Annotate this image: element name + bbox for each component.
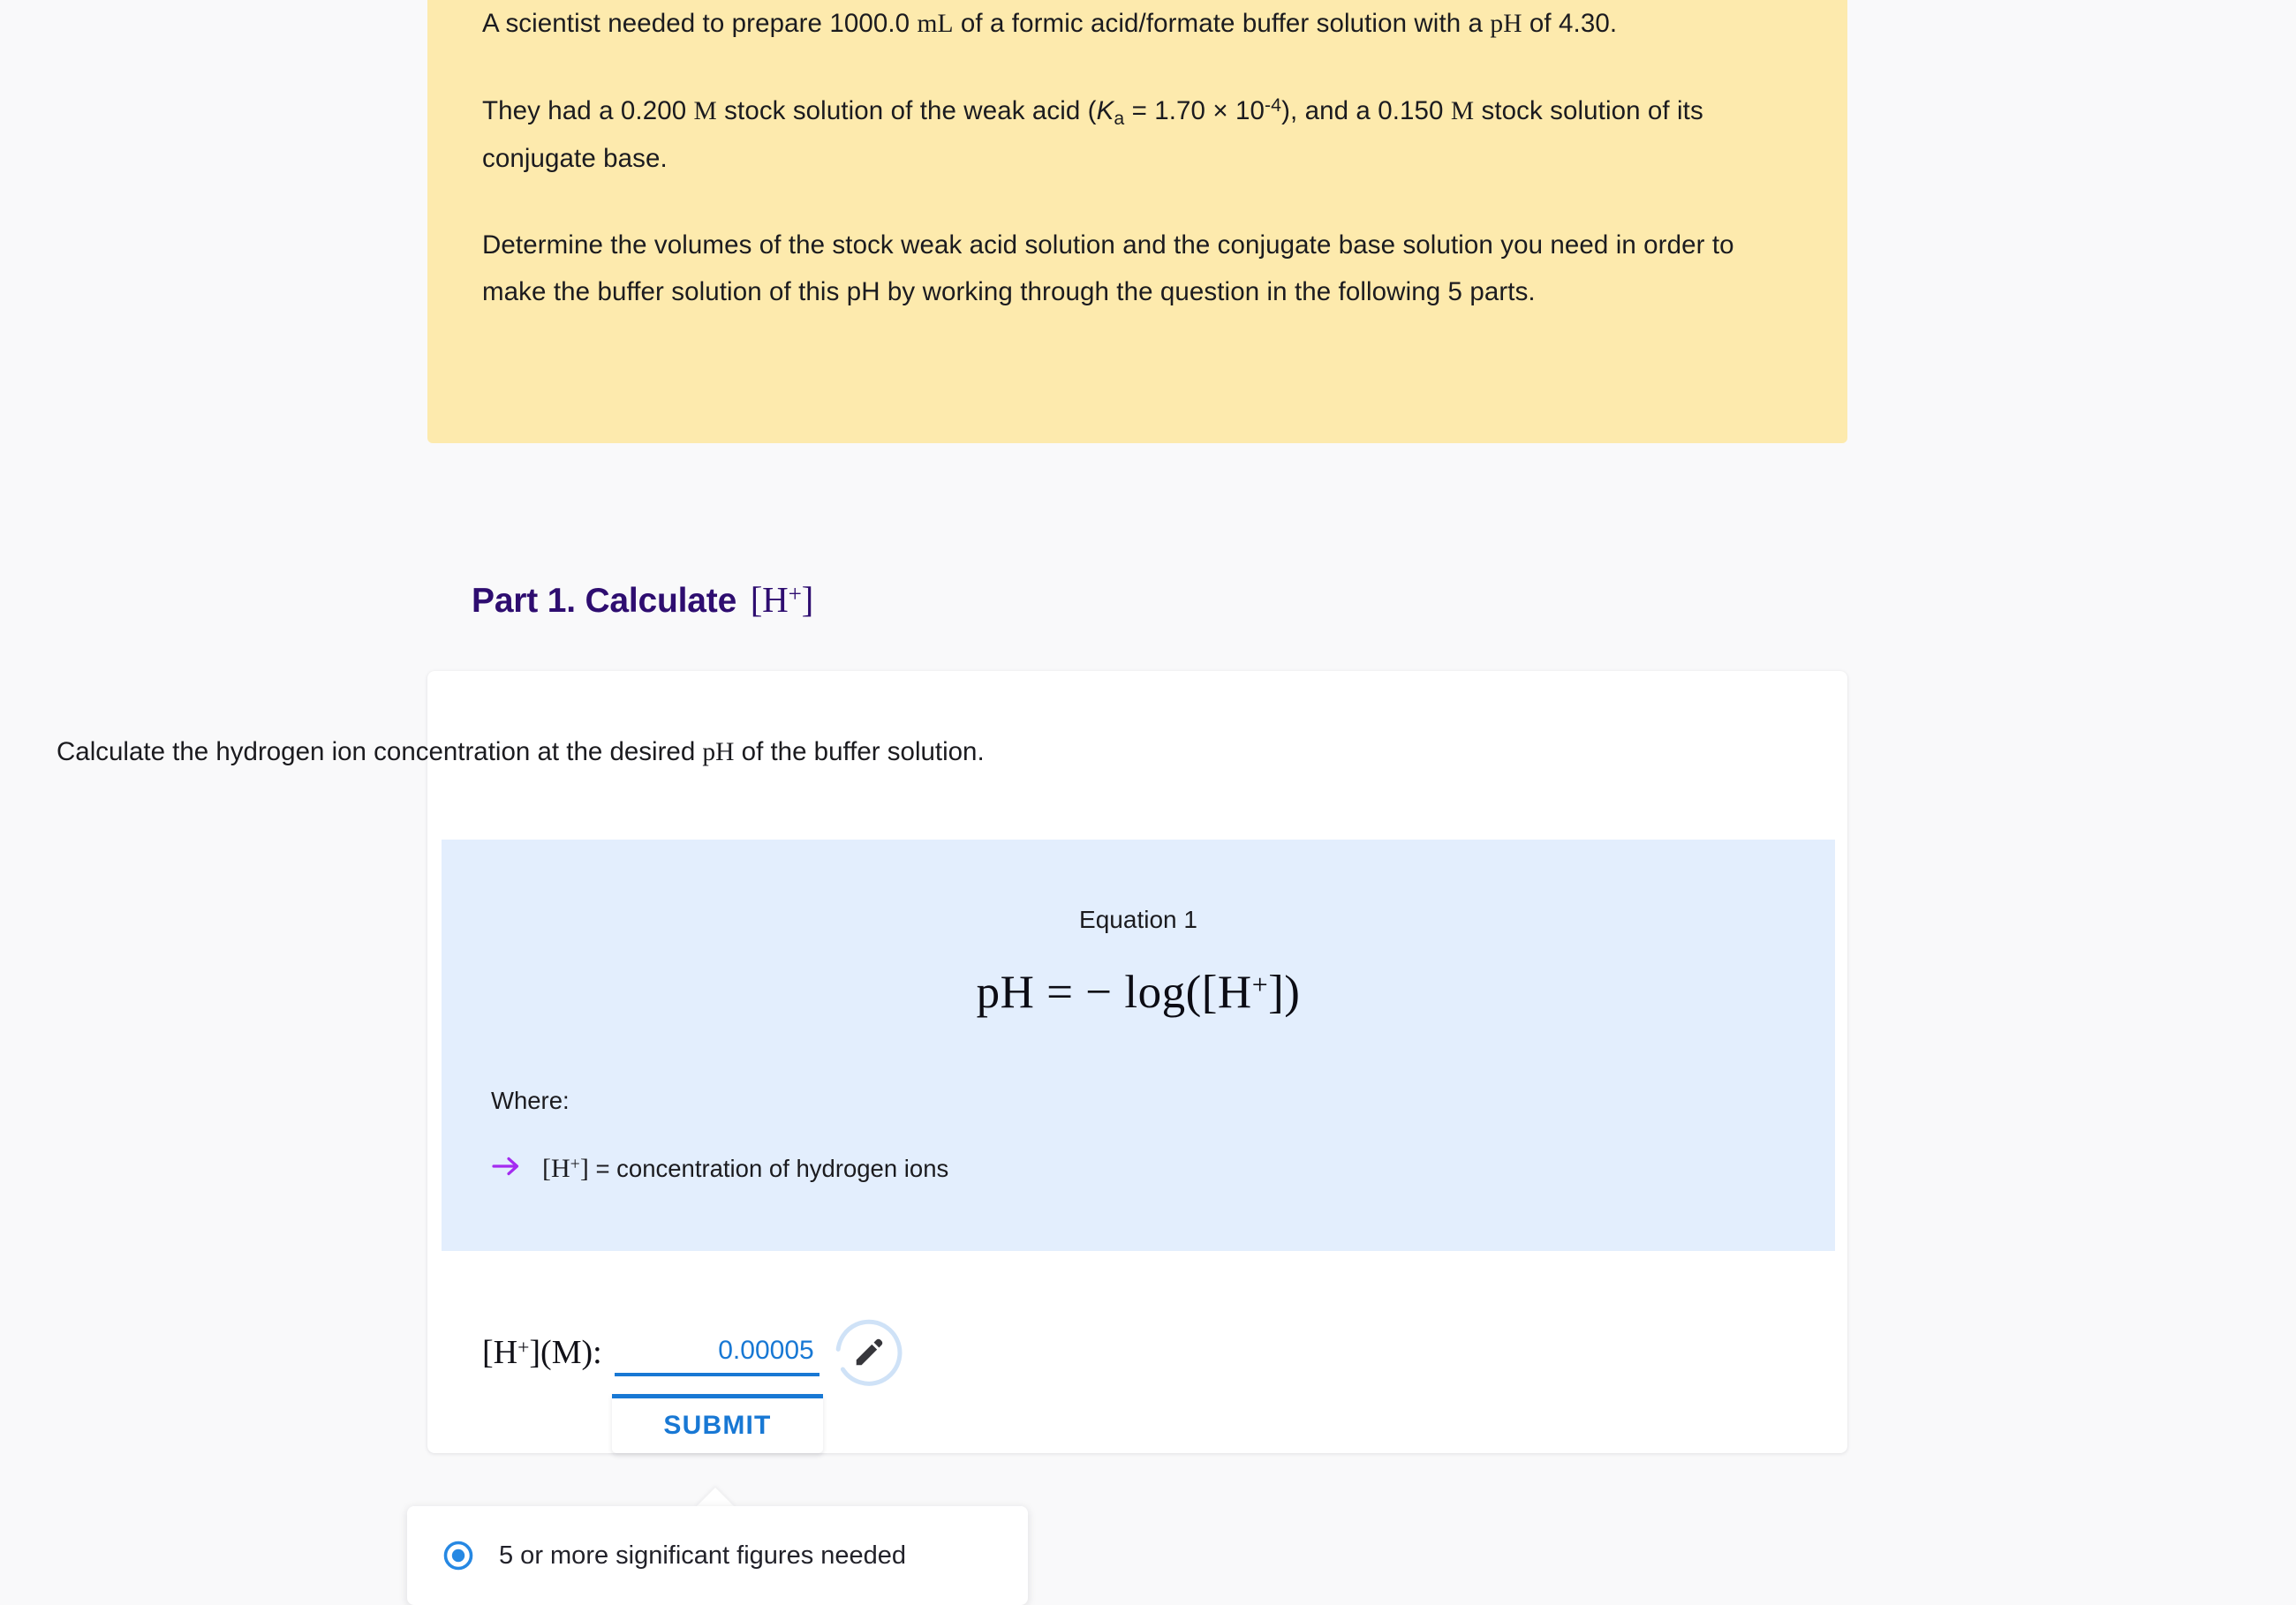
equation-block — [442, 840, 1835, 1251]
question-prompt-panel — [427, 0, 1847, 443]
prompt-paragraph-1 — [482, 0, 1793, 48]
answer-input-wrapper — [615, 1322, 819, 1383]
formula-equals: = — [1034, 967, 1086, 1018]
prompt-p1-unit-ml: mL — [917, 10, 954, 38]
prompt-p1-seg-a: A scientist needed to prepare 1000.0 — [482, 9, 918, 38]
answer-label-close: ](M): — [529, 1334, 602, 1371]
prompt-paragraph-2: They had a 0.200 M stock solution of the weak acid $(K_a = 1.70 \times 10^{-4})$, and a 0.150 M stock solution of its conjugate base. — [482, 94, 1703, 173]
formula-lhs: pH — [976, 967, 1035, 1018]
answer-row — [482, 1319, 903, 1386]
card-question-prefix: Calculate the hydrogen ion concentration at the desired — [57, 737, 703, 766]
prompt-p1-seg-b: of a formic acid/formate buffer solution with a — [953, 9, 1491, 38]
prompt-ka-base: 10 — [1235, 96, 1265, 125]
part-heading-charge: + — [788, 580, 802, 607]
part-heading-bracket-open: [H — [750, 579, 789, 620]
prompt-ka-exponent: -4 — [1265, 94, 1282, 117]
prompt-p1-seg-c: of 4.30. — [1522, 9, 1618, 38]
hydrogen-concentration-input[interactable] — [615, 1336, 819, 1376]
part-heading-bracket-close: ] — [801, 579, 814, 620]
edit-answer-button[interactable] — [835, 1319, 903, 1386]
equation-title: Equation 1 — [1079, 906, 1197, 933]
equation-formula — [442, 966, 1835, 1019]
prompt-ka-mantissa: 1.70 — [1154, 96, 1206, 125]
definition-bracket-close: ] — [579, 1154, 589, 1183]
prompt-paragraph-3: Determine the volumes of the stock weak acid solution and the conjugate base solution you need in order to make the buffer solution of this pH by working through the question in the following 5 parts. — [482, 230, 1734, 306]
prompt-stock-base-unit: M — [1450, 97, 1475, 125]
definition-description: = concentration of hydrogen ions — [588, 1155, 949, 1182]
card-question-suffix: of the buffer solution. — [734, 737, 985, 766]
tooltip-pointer — [696, 1488, 735, 1507]
prompt-p1-ph-symbol: pH — [1490, 10, 1522, 38]
arrow-right-icon — [491, 1153, 523, 1185]
submit-button[interactable]: SUBMIT — [612, 1394, 823, 1453]
formula-tail: ]) — [1268, 967, 1301, 1018]
equation-definition-row — [491, 1153, 948, 1185]
definition-symbol — [542, 1154, 589, 1183]
radio-selected-icon — [442, 1540, 474, 1571]
prompt-stock-base-conc: 0.150 — [1378, 96, 1444, 125]
formula-log-open: log([H — [1124, 967, 1252, 1018]
formula-minus: − — [1085, 967, 1125, 1018]
formula-charge: + — [1251, 968, 1269, 1000]
pencil-icon — [852, 1336, 886, 1369]
card-question-ph-symbol: pH — [702, 738, 735, 766]
definition-charge: + — [570, 1154, 580, 1174]
card-question-text — [57, 733, 1346, 772]
answer-label-open: [H — [482, 1334, 518, 1371]
prompt-stock-acid-conc: 0.200 — [620, 96, 687, 125]
answer-label-charge: + — [517, 1336, 530, 1360]
part-heading-math — [751, 579, 813, 620]
part-heading-label: Part 1. Calculate — [472, 582, 746, 620]
prompt-ka-subscript: a — [1114, 107, 1125, 129]
equation-definition-text — [542, 1154, 948, 1184]
validation-tooltip — [407, 1506, 1028, 1605]
prompt-ka-equals: = — [1124, 96, 1155, 125]
prompt-ka-times: × — [1205, 96, 1235, 125]
prompt-ka-symbol: K — [1096, 96, 1114, 125]
part-heading — [472, 578, 813, 621]
equation-where-label: Where: — [491, 1087, 570, 1114]
validation-message: 5 or more significant figures needed — [499, 1541, 907, 1570]
answer-field-label — [482, 1333, 602, 1372]
prompt-stock-acid-unit: M — [693, 97, 717, 125]
definition-bracket-open: [H — [542, 1154, 570, 1183]
